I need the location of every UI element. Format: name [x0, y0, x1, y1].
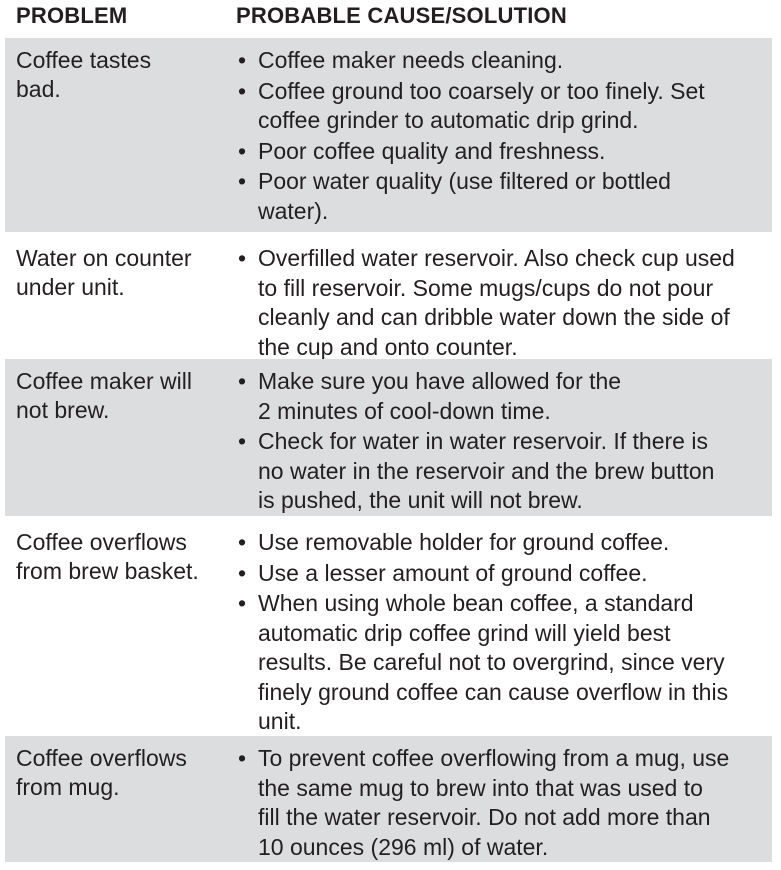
problem-text: Coffee overflows: [16, 529, 187, 555]
problem-cell: [16, 244, 192, 302]
solution-text: to fill reservoir. Some mugs/cups do not pour: [258, 274, 714, 301]
header-solution: PROBABLE CAUSE/SOLUTION: [236, 3, 567, 28]
problem-cell: [16, 367, 192, 425]
solution-text: fill the water reservoir. Do not add more than: [258, 804, 711, 830]
solution-cell: [238, 244, 735, 363]
solution-text: automatic drip coffee grind will yield best: [258, 619, 671, 646]
solution-cell: [238, 367, 714, 517]
solution-text: 2 minutes of cool-down time.: [258, 397, 551, 424]
solution-text: Use a lesser amount of ground coffee.: [258, 559, 648, 586]
solution-cell: [238, 744, 729, 863]
solution-text: results. Be careful not to overgrind, since very: [258, 649, 725, 675]
solution-item: [238, 427, 714, 516]
solution-text: is pushed, the unit will not brew.: [258, 487, 583, 513]
problem-text: from brew basket.: [16, 558, 199, 584]
solution-item: [238, 744, 729, 862]
problem-text: Coffee tastes: [16, 47, 152, 73]
bullet-icon: •: [238, 590, 247, 616]
solution-item: [238, 244, 735, 362]
bullet-icon: •: [238, 47, 247, 73]
problem-text: Coffee overflows: [16, 745, 187, 771]
bullet-icon: •: [238, 77, 247, 104]
problem-text: not brew.: [16, 397, 110, 423]
solution-text: unit.: [258, 708, 302, 734]
solution-cell: [238, 528, 728, 738]
table-row: [5, 520, 772, 732]
solution-text: To prevent coffee overflowing from a mug, use: [258, 745, 730, 771]
solution-text: the same mug to brew into that was used to: [258, 774, 703, 801]
bullet-icon: •: [238, 137, 247, 164]
solution-text: Coffee ground too coarsely or too finely. Set: [258, 77, 705, 104]
solution-text: cleanly and can dribble water down the side of: [258, 304, 730, 330]
solution-item: [238, 137, 705, 167]
solution-text: Coffee maker needs cleaning.: [258, 47, 564, 73]
table-row: [5, 236, 772, 360]
problem-text: from mug.: [16, 774, 120, 800]
table-row: [5, 359, 772, 516]
bullet-icon: •: [238, 368, 247, 394]
problem-text: bad.: [16, 76, 61, 102]
solution-text: Poor coffee quality and freshness.: [258, 137, 606, 164]
solution-text: Poor water quality (use filtered or bottled: [258, 168, 671, 194]
solution-text: no water in the reservoir and the brew button: [258, 457, 715, 484]
solution-item: [238, 167, 705, 226]
solution-item: [238, 589, 728, 737]
solution-text: Make sure you have allowed for the: [258, 368, 622, 394]
problem-text: under unit.: [16, 274, 125, 300]
solution-text: When using whole bean coffee, a standard: [258, 590, 694, 616]
solution-text: 10 ounces (296 ml) of water.: [258, 833, 549, 860]
table-row: [5, 736, 772, 862]
solution-text: water).: [258, 197, 329, 224]
solution-item: [238, 559, 728, 589]
problem-cell: [16, 744, 187, 802]
solution-item: [238, 367, 714, 426]
solution-text: Overfilled water reservoir. Also check cup used: [258, 245, 735, 271]
bullet-icon: •: [238, 559, 247, 586]
table-row: [5, 38, 772, 232]
problem-text: Water on counter: [16, 245, 192, 271]
header-problem: PROBLEM: [16, 3, 128, 28]
solution-item: [238, 46, 705, 76]
solution-cell: [238, 46, 705, 227]
problem-text: Coffee maker will: [16, 368, 192, 394]
bullet-icon: •: [238, 745, 247, 771]
problem-cell: [16, 528, 199, 586]
problem-cell: [16, 46, 151, 104]
solution-text: the cup and onto counter.: [258, 333, 518, 360]
solution-text: finely ground coffee can cause overflow in this: [258, 678, 729, 705]
solution-item: [238, 77, 705, 136]
solution-item: [238, 528, 728, 558]
solution-text: Use removable holder for ground coffee.: [258, 529, 670, 555]
bullet-icon: •: [238, 168, 247, 194]
solution-text: Check for water in water reservoir. If there is: [258, 428, 708, 454]
bullet-icon: •: [238, 245, 247, 271]
bullet-icon: •: [238, 428, 247, 454]
solution-text: coffee grinder to automatic drip grind.: [258, 107, 639, 133]
bullet-icon: •: [238, 529, 247, 555]
